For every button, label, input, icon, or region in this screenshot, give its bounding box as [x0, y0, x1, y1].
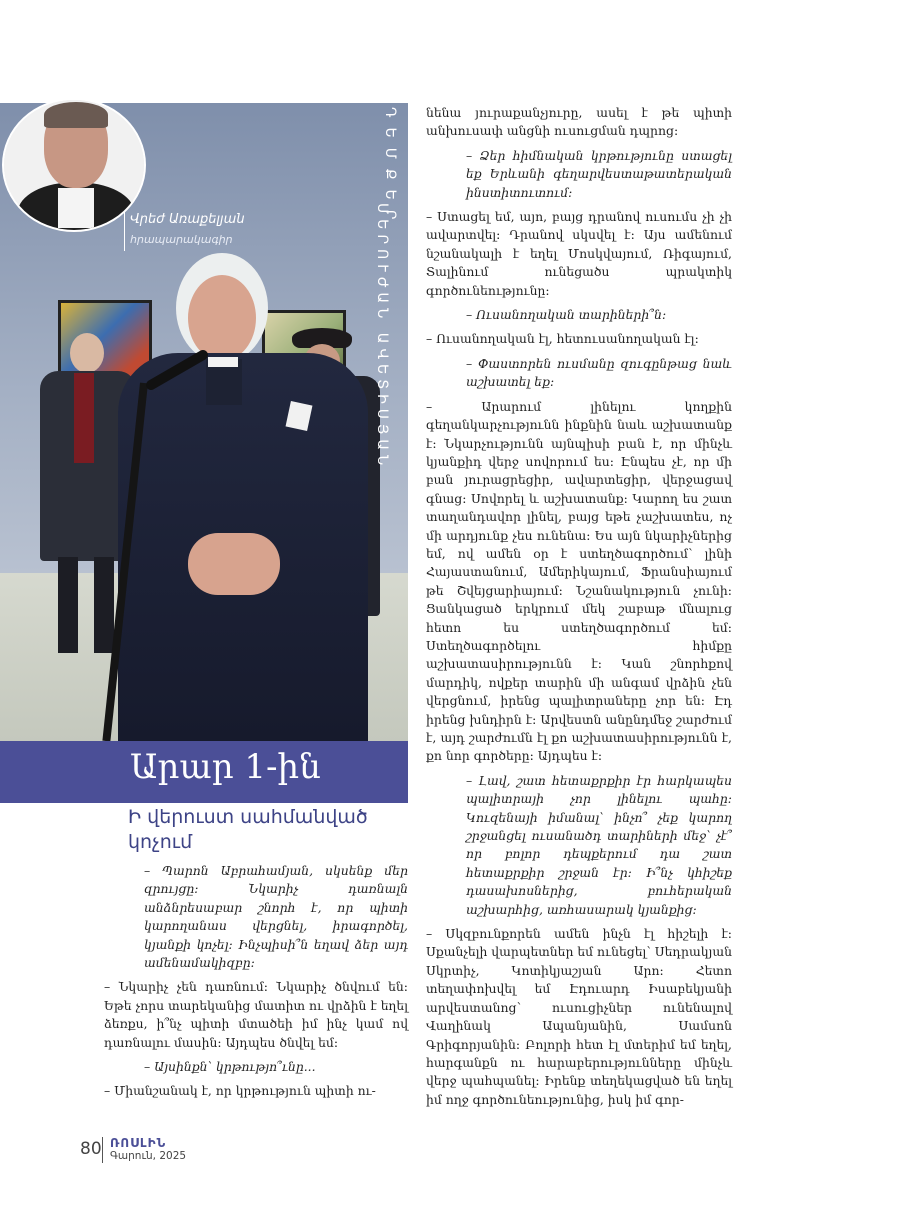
interview-answer: – Արարում լինելու կողքին գեղանկարչությունն ինքնին նաև աշխատանք է։ Նկարչությունն այնպիսի բան է, որ մինչև կյանքիդ վերջ սովորում ես։ Էնպես չէ, որ մի բան յուրացրեցիր, ավարտեցիր, վերջացավ գնաց։ Սովորել և աշխատանք։ Կարող ես շատ տաղանդավոր լինել, բայց եթե չաշխատես, ոչ մի արդյունք չես ունենա։ Ես այն նկարիչներից եմ, ով ամեն օր է ստեղծագործում՝ լինի Հայաստանում, Ամերիկայում, Ֆրանսիայում թե Շվեյցարիայում։ Նշանակություն չունի։ Ցանկացած երկրում մեկ շաբաթ մնալուց հետո ես ստեղծագործում եմ։ Ստեղծագործելու հիմքը աշխատասիրությունն է։ Կան շնորհքով մարդիկ, ովքեր տարին մի անգամ վրձին չեն վերցնում, իրենց պալիտրաները չոր են։ Էդ իրենց խնդիրն է։ Արվեստն անընդմեջ շարժում է, այդ շարժումն էլ քո աշխատասիրությունն է, քո նոր գործերը։ Այդպես է։ — [426, 398, 732, 764]
interview-question: – Ձեր հիմնական կրթությունը ստացել եք Երևանի գեղարվեստաթատերական ինստիտուտում։ — [466, 147, 732, 200]
interview-question: – Լավ, շատ հետաքրքիր էր հարկապես պալիտրայի չոր լինելու պահը։ Կուզենայի իմանալ՝ ինչո՞ չեք կարող շրջանցել ուսանածդ տարիների մեջ՝ չէ՞ որ բոլոր դեպքերում դա շատ հետաքրքիր շրջան էր։ Ի՞նչ կհիշեք դասախոսներից, բուհերական աշխարհից, առհասարակ կյանքից։ — [466, 772, 732, 917]
author-role: հրապարակագիր — [130, 233, 233, 246]
author-name: Վրեժ Առաքելյան — [130, 212, 245, 227]
speaker-figure — [118, 253, 368, 743]
banner-text: Արար 1-ին — [130, 747, 321, 787]
interview-question: – Ուսանողական տարիների՞ն։ — [466, 307, 667, 323]
interview-question: – Փաստորեն ուսմանը զուգընթաց նաև աշխատել եք։ — [466, 355, 732, 390]
interview-answer: – Սկզբունքորեն ամեն ինչն էլ հիշելի է։ Սքանչելի վարպետներ եմ ունեցել՝ Սեդրակյան Սկրտիչ, Կոտիկյաշյան Արո։ Հետո տեղափոխվել եմ Էդուարդ Իսաբեկյանի արվեստանոց՝ ուսուցիչներ ունենալով Վաղինակ Ապանյանին, Սամսոն Գրիգորյանին։ Բոլորի հետ էլ մտերիմ եմ եղել, հարգանքն ու հարաբերությունները մինչև վերջ պահպանել։ Իրենք տեղեկացված են եղել իմ ողջ գործունեությունից, իսկ իմ գոր- — [426, 926, 732, 1107]
interview-answer: – Ուսանողական էլ, հետուսանողական էլ։ — [426, 331, 699, 347]
interview-question: – Պարոն Աբրահամյան, սկսենք մեր զրույցը։ Նկարիչ դառնալն անձնրեսաբար շնորհ է, որ պիտի կարողանաս վերցնել, իրագործել, կյանքի կոչել։ Ինչպիսի՞ն եղավ ձեր այդ ամենամակիզբը։ — [144, 863, 408, 971]
vertical-title: ԴԵՄՔԵՐ — [382, 107, 398, 230]
interview-answer: – Նկարիչ չեն դառնում։ Նկարիչ ծնվում են։ Եթե չորս տարեկանից մատիտ ու վրձին է եղել ձեռքս, ի՞նչ պիտի մտածեի իմ ինչ կամ ով դառնալու մասին։ Այդպես ծնվել եմ։ — [104, 979, 408, 1050]
interview-question: – Այսինքն՝ կրթությո՞ւնը... — [144, 1059, 316, 1075]
interview-answer: – Ստացել եմ, այո, բայց դրանով ուսումս չի չի ավարտվել։ Դրանով սկսվել է։ Այս ամենում նշանակալի է եղել Մոսկվայում, Ռիգայում, Տալինում ունեցածս պրակտիկ գործունեությունը։ — [426, 209, 732, 298]
interview-answer: – Միանշանակ է, որ կրթություն պիտի ու- — [104, 1083, 376, 1099]
right-column — [426, 104, 732, 1115]
section-banner — [0, 741, 408, 803]
magazine-name: ՌՈՍԼԻՆ — [110, 1136, 167, 1150]
author-divider — [124, 211, 125, 251]
vertical-subtitle: ՄԵՐՈՒԺԱՆ ԱՎԵՏԻՍՅԱՆ — [374, 203, 390, 471]
page-number: 80 — [80, 1139, 102, 1159]
footer-divider — [102, 1137, 103, 1163]
issue-date: Գարուն, 2025 — [110, 1150, 187, 1162]
article-headline: Ի վերուստ սահմանված կոչում — [128, 806, 368, 853]
left-column — [104, 862, 408, 1107]
interview-answer: նենա յուրաքանչյուրը, ասել է թե պիտի անխուսափ անցնի ուսուցման դպրոց։ — [426, 105, 732, 139]
